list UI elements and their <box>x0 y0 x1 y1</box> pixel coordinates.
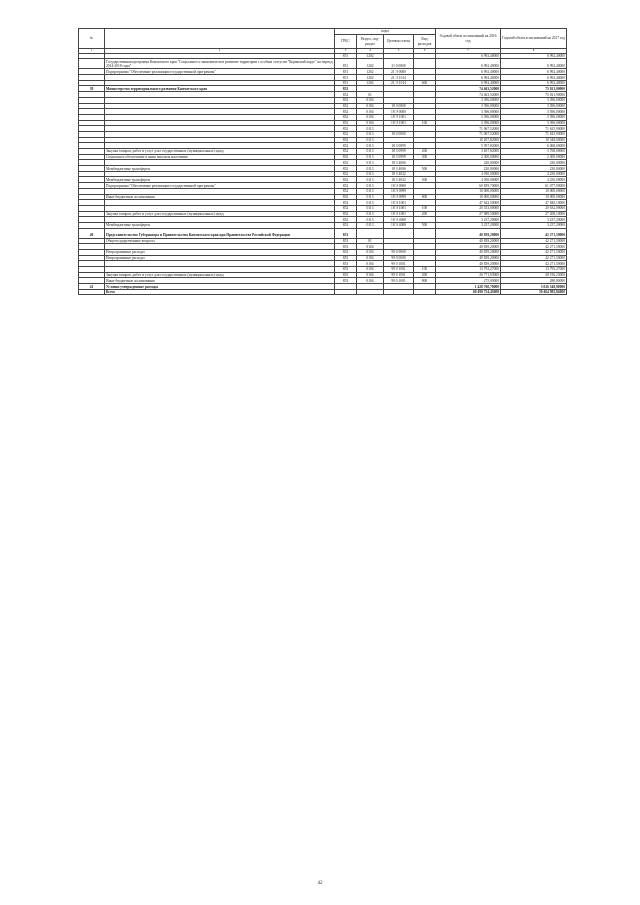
row-amount-2017: 10 548,00000 <box>501 137 567 143</box>
row-amount-2016: 3 396,00000 <box>436 97 501 103</box>
row-target-article: 21 Э 0000 <box>384 69 414 75</box>
row-number: 39 <box>79 86 105 92</box>
column-index-cell: 2 <box>105 49 335 54</box>
row-grbs: 852 <box>335 222 357 228</box>
row-grbs: 852 <box>335 114 357 120</box>
header-number: № <box>79 29 105 49</box>
column-index-cell: 5 <box>384 49 414 54</box>
row-grbs: 853 <box>335 244 357 250</box>
row-razdel: 0104 <box>357 114 384 120</box>
row-grbs: 852 <box>335 120 357 126</box>
row-grbs: 852 <box>335 86 357 92</box>
row-amount-2017: 42 271,50000 <box>501 261 567 267</box>
row-amount-2016: 60 498 754,43600 <box>436 289 501 295</box>
row-target-article: 18 3 4006 <box>384 160 414 166</box>
row-razdel: 0113 <box>357 177 384 183</box>
row-target-article: 18 Э 1001 <box>384 200 414 206</box>
row-amount-2016: 40 839,20000 <box>436 228 501 238</box>
row-amount-2016: 71 067,52000 <box>436 126 501 132</box>
row-amount-2016: 74 463,52000 <box>436 86 501 92</box>
row-expense-type: 200 <box>414 211 436 217</box>
row-razdel: 1202 <box>357 75 384 81</box>
row-amount-2017: 3 396,00000 <box>501 109 567 115</box>
row-target-article: 99 0 1001 <box>384 266 414 272</box>
row-amount-2017: 6 992,40000 <box>501 75 567 81</box>
row-amount-2017: 2 300,00000 <box>501 154 567 160</box>
row-amount-2016: 6 992,40000 <box>436 69 501 75</box>
table-row <box>79 289 567 295</box>
row-grbs: 852 <box>335 188 357 194</box>
row-amount-2017: 10 000,00000 <box>501 194 567 200</box>
row-amount-2016: 6 992,40000 <box>436 75 501 81</box>
row-amount-2017: 59 464 982,94000 <box>501 289 567 295</box>
row-grbs: 853 <box>335 266 357 272</box>
row-amount-2017: 10 000,00000 <box>501 188 567 194</box>
row-grbs: 852 <box>335 177 357 183</box>
row-razdel: 0104 <box>357 266 384 272</box>
row-razdel: 0113 <box>357 171 384 177</box>
row-name: Непрограммные расходы <box>105 255 335 261</box>
row-razdel: 0113 <box>357 126 384 132</box>
row-amount-2017: 42 271,50000 <box>501 255 567 261</box>
row-grbs <box>335 289 357 295</box>
row-expense-type: 100 <box>414 120 436 126</box>
row-grbs: 853 <box>335 278 357 284</box>
row-expense-type: 800 <box>414 278 436 284</box>
row-amount-2016: 26 771,93000 <box>436 272 501 278</box>
row-amount-2017: 3 396,00000 <box>501 114 567 120</box>
header-2016: Годовой объем ассигнований на 2016 год <box>436 29 501 49</box>
table-row <box>79 59 567 69</box>
budget-table-sheet <box>78 28 566 295</box>
row-target-article <box>384 289 414 295</box>
header-codes: коды <box>335 29 436 35</box>
row-amount-2016: 47 622,50000 <box>436 200 501 206</box>
row-grbs: 852 <box>335 171 357 177</box>
row-razdel: 01 <box>357 238 384 244</box>
row-name: Закупка товаров, работ и услуг для государственных (муниципальных) нужд <box>105 211 335 217</box>
row-amount-2017: 3 768,00000 <box>501 149 567 155</box>
row-amount-2016: 3 396,00000 <box>436 114 501 120</box>
row-amount-2017: 71 625,90000 <box>501 126 567 132</box>
row-grbs: 851 <box>335 59 357 69</box>
row-grbs: 852 <box>335 126 357 132</box>
row-amount-2017: 4 250,00000 <box>501 177 567 183</box>
row-grbs: 851 <box>335 69 357 75</box>
row-grbs: 852 <box>335 166 357 172</box>
row-expense-type: 300 <box>414 154 436 160</box>
row-amount-2017: 6 992,40000 <box>501 69 567 75</box>
row-amount-2016: 10 000,00000 <box>436 188 501 194</box>
row-amount-2017: 3 237,20000 <box>501 222 567 228</box>
row-amount-2017: 42 271,50000 <box>501 244 567 250</box>
row-target-article: 18 Э 0999 <box>384 188 414 194</box>
row-name: Государственная программа Камчатского края "Социальное и экономическое развитие территории с особым статусом "Корякский округ" на период 2014-2018 годы" <box>106 59 333 69</box>
row-razdel: 0104 <box>357 120 384 126</box>
row-target-article: 99 0 0000 <box>384 255 414 261</box>
row-grbs: 852 <box>335 194 357 200</box>
row-amount-2016: 3 396,00000 <box>436 103 501 109</box>
row-expense-type <box>414 59 436 69</box>
row-name: Министерство территориального развития Камчатского края <box>105 86 335 92</box>
row-grbs: 853 <box>335 249 357 255</box>
row-target-article: 18 3 4006 <box>384 166 414 172</box>
row-razdel: 1202 <box>357 59 384 69</box>
row-grbs: 852 <box>335 211 357 217</box>
row-grbs: 852 <box>335 103 357 109</box>
row-target-article: 99 0 1001 <box>384 272 414 278</box>
row-grbs: 851 <box>335 80 357 86</box>
row-grbs: 851 <box>335 75 357 81</box>
budget-table <box>78 28 567 295</box>
row-grbs: 853 <box>335 272 357 278</box>
row-amount-2017: 3 396,00000 <box>501 97 567 103</box>
column-index-cell: 6 <box>414 49 436 54</box>
row-amount-2016: 27 089,50000 <box>436 211 501 217</box>
row-razdel: 0113 <box>357 205 384 211</box>
row-expense-type: 500 <box>414 166 436 172</box>
row-amount-2016: 6 992,40000 <box>436 53 501 59</box>
row-amount-2016: 5 957,82000 <box>436 143 501 149</box>
row-grbs: 852 <box>335 109 357 115</box>
row-target-article: 99 0 1001 <box>384 278 414 284</box>
row-grbs: 852 <box>335 143 357 149</box>
row-grbs: 853 <box>335 261 357 267</box>
row-target-article: 18 Э 0000 <box>384 109 414 115</box>
row-target-article: 18 Э 0999 <box>384 194 414 200</box>
row-razdel: 0104 <box>357 109 384 115</box>
row-amount-2016: 6 992,40000 <box>436 80 501 86</box>
row-amount-2017: 61 077,90000 <box>501 183 567 189</box>
row-razdel: 0104 <box>357 278 384 284</box>
row-number: 41 <box>79 284 105 290</box>
row-amount-2016: 71 067,52000 <box>436 131 501 137</box>
row-expense-type: 600 <box>414 80 436 86</box>
row-amount-2017: 6 992,40000 <box>501 53 567 59</box>
row-razdel: 0113 <box>357 217 384 223</box>
row-name: Условно утвержденные расходы <box>105 284 335 290</box>
table-row <box>79 228 567 238</box>
row-amount-2016: 3 237,20000 <box>436 217 501 223</box>
row-name: Социальное обеспечение и иные выплаты населению <box>105 154 335 160</box>
row-target-article: 21 0 0000 <box>384 59 414 69</box>
row-amount-2017: 3 396,00000 <box>501 103 567 109</box>
column-index-cell: 8 <box>501 49 567 54</box>
row-razdel: 0113 <box>357 154 384 160</box>
row-target-article: 18 Э 0000 <box>384 183 414 189</box>
row-amount-2017: 230,00000 <box>501 160 567 166</box>
row-razdel: 1202 <box>357 80 384 86</box>
row-amount-2016: 3 237,20000 <box>436 222 501 228</box>
row-amount-2016: 40 839,20000 <box>436 261 501 267</box>
row-razdel: 0104 <box>357 261 384 267</box>
row-target-article: 99 0 0000 <box>384 249 414 255</box>
row-expense-type <box>414 228 436 238</box>
row-name: Непрограммные расходы <box>105 249 335 255</box>
row-amount-2016: 6 992,40000 <box>436 59 501 69</box>
row-expense-type: 200 <box>414 149 436 155</box>
row-amount-2017: 20 632,00000 <box>501 205 567 211</box>
row-amount-2016: 3 396,00000 <box>436 109 501 115</box>
row-grbs: 852 <box>335 160 357 166</box>
row-razdel: 0113 <box>357 131 384 137</box>
row-razdel: 0104 <box>357 272 384 278</box>
row-razdel: 0113 <box>357 183 384 189</box>
row-amount-2017: 3 026 548,90000 <box>501 284 567 290</box>
row-number <box>79 289 105 295</box>
column-index-cell: 7 <box>436 49 501 54</box>
header-vr: Вид расходов <box>414 35 436 49</box>
row-grbs: 852 <box>335 131 357 137</box>
row-amount-2016: 220,00000 <box>436 166 501 172</box>
table-body <box>79 53 567 295</box>
header-name <box>105 29 335 49</box>
row-amount-2016: 40 839,20000 <box>436 244 501 250</box>
row-amount-2016: 10 207,82000 <box>436 137 501 143</box>
row-grbs: 852 <box>335 154 357 160</box>
row-target-article: 18 3 0999 <box>384 149 414 155</box>
row-amount-2017: 4 250,00000 <box>501 171 567 177</box>
row-grbs: 852 <box>335 200 357 206</box>
row-razdel: 0113 <box>357 194 384 200</box>
row-razdel: 0104 <box>357 97 384 103</box>
row-expense-type <box>414 289 436 295</box>
row-amount-2017: 28 196,23000 <box>501 272 567 278</box>
row-grbs: 853 <box>335 255 357 261</box>
row-expense-type: 100 <box>414 266 436 272</box>
row-amount-2016: 40 839,20000 <box>436 249 501 255</box>
row-target-article: 18 3 4032 <box>384 171 414 177</box>
row-name: Иные бюджетные ассигнования <box>105 278 335 284</box>
row-name: Подпрограмма "Обеспечение реализации государственной программы" <box>105 183 335 189</box>
row-expense-type: 200 <box>414 272 436 278</box>
row-amount-2017: 75 021,90000 <box>501 86 567 92</box>
row-amount-2016: 220,00000 <box>436 160 501 166</box>
row-amount-2017: 6 992,40000 <box>501 80 567 86</box>
row-target-article: 18 3 4032 <box>384 177 414 183</box>
row-grbs: 852 <box>335 97 357 103</box>
row-razdel: 0113 <box>357 149 384 155</box>
row-target-article: 18 Э 1001 <box>384 120 414 126</box>
row-razdel: 0113 <box>357 222 384 228</box>
row-amount-2016: 10 000,00000 <box>436 194 501 200</box>
row-number <box>79 59 105 69</box>
row-grbs: 852 <box>335 137 357 143</box>
row-amount-2017: 75 021,90000 <box>501 92 567 98</box>
row-razdel: 0113 <box>357 137 384 143</box>
row-target-article: 18 3 0999 <box>384 154 414 160</box>
row-amount-2016: 1 428 760,70000 <box>436 284 501 290</box>
row-amount-2017: 3 237,20000 <box>501 217 567 223</box>
row-target-article: 18 0 0000 <box>384 103 414 109</box>
row-grbs: 853 <box>335 238 357 244</box>
row-amount-2016: 3 396,00000 <box>436 120 501 126</box>
row-target-article <box>384 228 414 238</box>
row-target-article: 21 Э 1014 <box>384 80 414 86</box>
row-name: Иные бюджетные ассигнования <box>105 194 335 200</box>
row-amount-2016: 4 050,00000 <box>436 171 501 177</box>
row-amount-2016: 74 463,52000 <box>436 92 501 98</box>
row-amount-2017: 71 625,90000 <box>501 131 567 137</box>
row-razdel <box>357 289 384 295</box>
column-index-cell: 3 <box>335 49 357 54</box>
row-expense-type: 500 <box>414 222 436 228</box>
row-amount-2017: 3 396,00000 <box>501 120 567 126</box>
row-expense-type: 100 <box>414 205 436 211</box>
header-cs: Целевая статья <box>384 35 414 49</box>
row-amount-2016: 13 792,27000 <box>436 266 501 272</box>
row-name: Подпрограмма "Обеспечение реализации государственной программы" <box>105 69 335 75</box>
row-name: Межбюджетные трансферты <box>105 177 335 183</box>
row-amount-2017: 27 208,10000 <box>501 211 567 217</box>
row-target-article: 18 Э 1001 <box>384 114 414 120</box>
row-grbs: 852 <box>335 149 357 155</box>
row-target-article: 99 0 1001 <box>384 261 414 267</box>
row-amount-2017: 42 271,50000 <box>501 249 567 255</box>
row-razdel <box>357 228 384 238</box>
row-number: 40 <box>79 228 105 238</box>
row-amount-2017: 230,00000 <box>501 166 567 172</box>
row-target-article: 18 Э 4008 <box>384 217 414 223</box>
row-amount-2017: 13 795,27000 <box>501 266 567 272</box>
row-razdel: 0113 <box>357 200 384 206</box>
row-expense-type: 800 <box>414 194 436 200</box>
row-amount-2017: 47 840,10000 <box>501 200 567 206</box>
row-name: Межбюджетные трансферты <box>105 222 335 228</box>
row-name: Межбюджетные трансферты <box>105 166 335 172</box>
row-amount-2016: 2 300,00000 <box>436 154 501 160</box>
row-target-article: 18 3 0999 <box>384 143 414 149</box>
row-razdel: 0113 <box>357 188 384 194</box>
row-name: Закупка товаров, работ и услуг для государственных (муниципальных) нужд <box>105 272 335 278</box>
row-name: Закупка товаров, работ и услуг для государственных (муниципальных) нужд <box>105 149 335 155</box>
row-grbs: 852 <box>335 205 357 211</box>
row-grbs: 852 <box>335 217 357 223</box>
row-amount-2017: 42 271,50000 <box>501 238 567 244</box>
row-razdel: 0113 <box>357 143 384 149</box>
header-razdel: Раздел, под-раздел <box>357 35 384 49</box>
row-target-article: 18 Э 1001 <box>384 211 414 217</box>
row-amount-2016: 4 050,00000 <box>436 177 501 183</box>
row-grbs: 853 <box>335 228 357 238</box>
row-amount-2016: 40 839,20000 <box>436 238 501 244</box>
row-amount-2017: 6 992,40000 <box>501 59 567 69</box>
row-target-article: 18 0 0000 <box>384 131 414 137</box>
row-razdel: 0104 <box>357 244 384 250</box>
row-amount-2017: 42 271,50000 <box>501 228 567 238</box>
row-target-article: 21 Э 1014 <box>384 75 414 81</box>
page-number: 42 <box>317 881 323 886</box>
row-amount-2016: 60 859,70000 <box>436 183 501 189</box>
row-amount-2017: 6 068,00000 <box>501 143 567 149</box>
column-index-cell: 4 <box>357 49 384 54</box>
row-name: Общегосударственные вопросы <box>105 238 335 244</box>
row-razdel: 0104 <box>357 255 384 261</box>
row-amount-2016: 20 533,00000 <box>436 205 501 211</box>
row-razdel: 01 <box>357 92 384 98</box>
row-name: Всего <box>105 289 335 295</box>
row-target-article: 18 Э 1001 <box>384 205 414 211</box>
row-razdel: 0113 <box>357 211 384 217</box>
row-expense-type: 500 <box>414 177 436 183</box>
row-grbs: 851 <box>335 53 357 59</box>
row-amount-2016: 275,00000 <box>436 278 501 284</box>
row-razdel: 0113 <box>357 160 384 166</box>
row-amount-2016: 3 657,82000 <box>436 149 501 155</box>
column-index-cell: 1 <box>79 49 105 54</box>
row-razdel: 0104 <box>357 103 384 109</box>
row-razdel: 0104 <box>357 249 384 255</box>
header-grbs: ГРБС <box>335 35 357 49</box>
row-razdel: 0113 <box>357 166 384 172</box>
row-grbs: 852 <box>335 183 357 189</box>
row-target-article: 18 Э 4008 <box>384 222 414 228</box>
row-name: Представительство Губернатора и Правительства Камчатского края при Правительстве Российской Федерации <box>105 228 335 238</box>
row-razdel: 1202 <box>357 53 384 59</box>
header-2017: Годовой объем ассигнований на 2017 год <box>501 29 567 49</box>
row-amount-2016: 40 839,20000 <box>436 255 501 261</box>
row-amount-2017: 280,00000 <box>501 278 567 284</box>
row-razdel: 1202 <box>357 69 384 75</box>
row-grbs: 852 <box>335 92 357 98</box>
